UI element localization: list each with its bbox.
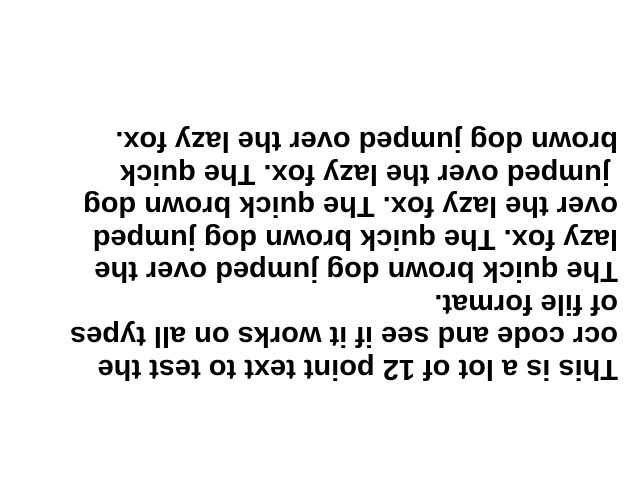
text-line-3: of file format.	[434, 288, 618, 320]
text-line-1: This is a lot of 12 point text to test the	[97, 353, 618, 385]
text-line-6: over the lazy fox. The quick brown dog	[83, 190, 618, 223]
text-line-8: brown dog jumped over the lazy fox.	[115, 125, 618, 158]
text-line-4: The quick brown dog jumped over the	[94, 255, 618, 288]
text-line-5: lazy fox. The quick brown dog jumped	[92, 223, 618, 255]
body-text	[18, 125, 618, 385]
text-line-2: ocr code and see if it works on all types	[70, 320, 618, 353]
text-line-7: jumped over the lazy fox. The quick	[120, 158, 618, 190]
